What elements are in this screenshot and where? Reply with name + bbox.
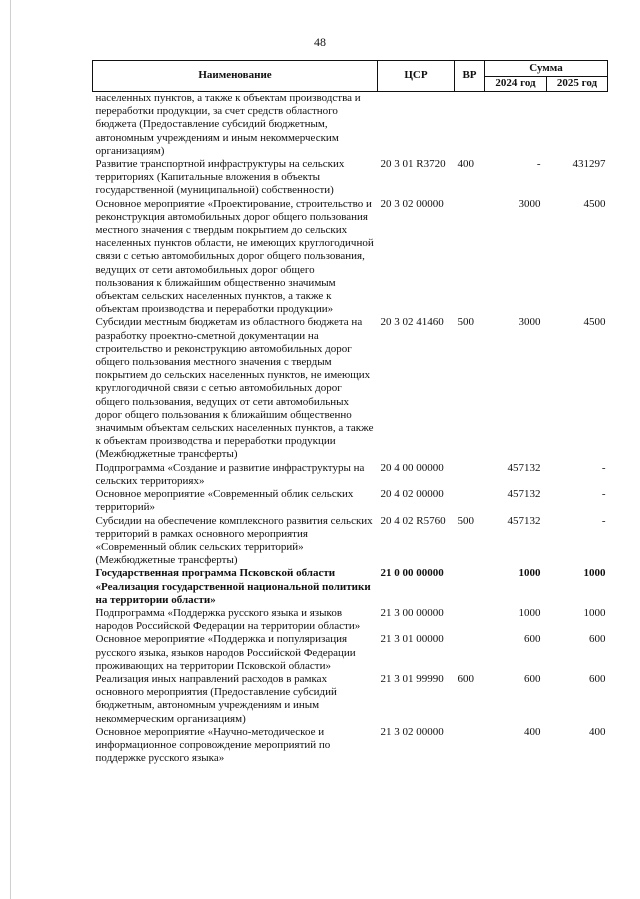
row-vr: 500 [457,316,474,329]
row-vr [455,726,485,766]
row-csr: 20 3 02 00000 [380,197,444,210]
header-csr: ЦСР [378,61,455,92]
table-row [93,726,608,766]
table-row [93,158,608,198]
row-vr: 500 [457,514,474,527]
row-name: Государственная программа Псковской области «Реализация государственной национальной политики на территории области» [95,567,371,606]
row-vr: 600 [457,672,474,685]
row-name: Субсидии на обеспечение комплексного развития сельских территорий в рамках основного мероприятия «Современный облик сельских территорий» (Межбюджетные трансферты) [95,514,373,567]
row-amount-2025: - [601,514,606,527]
row-vr [455,633,485,673]
header-year-2024: 2024 год [485,77,547,92]
row-csr: 21 0 00 00000 [380,567,444,580]
row-csr: 20 4 02 R5760 [380,514,446,527]
row-amount-2025: - [601,488,606,501]
row-name: населенных пунктов, а также к объектам производства и переработки продукции, за счет средств областного бюджета (Предоставление субсидий бюджетным, автономным учреждениям и иным некоммерческим организациям) [95,92,361,157]
table-row [93,92,608,159]
row-amount-2024: - [536,158,541,171]
row-name: Основное мероприятие «Научно-методическое и информационное сопровождение мероприятий по поддержке русского языка» [95,725,331,765]
row-name: Подпрограмма «Поддержка русского языка и языков народов Российской Федерации на территории области» [95,606,361,633]
row-name: Основное мероприятие «Поддержка и популяризация русского языка, языков народов Российской Федерации проживающих на территории Псковской области» [95,633,356,672]
row-amount-2025: 431297 [572,158,606,171]
row-vr [455,462,485,488]
row-amount-2024: 400 [524,725,541,738]
budget-table-container [92,60,607,765]
table-body [93,92,608,766]
row-amount-2025 [547,92,608,159]
row-amount-2025: 600 [589,633,606,646]
row-name: Реализация иных направлений расходов в рамках основного мероприятия (Предоставление субсидий бюджетным, автономным учреждениям и иным некоммерческим организациям) [95,672,337,725]
row-csr: 21 3 01 99990 [380,672,444,685]
row-vr [455,607,485,633]
row-vr [455,567,485,607]
row-amount-2024: 457132 [507,488,541,501]
row-amount-2024: 600 [524,672,541,685]
row-vr: 400 [457,158,474,171]
table-row-program [93,567,608,607]
row-amount-2025: 600 [589,672,606,685]
row-csr: 20 4 00 00000 [380,461,444,474]
row-name: Подпрограмма «Создание и развитие инфраструктуры на сельских территориях» [95,461,365,487]
row-amount-2024 [485,92,547,159]
header-vr: ВР [455,61,485,92]
table-row [93,462,608,488]
row-csr: 21 3 00 00000 [380,606,444,619]
row-csr: 20 4 02 00000 [380,488,444,501]
row-csr: 21 3 01 00000 [380,633,444,646]
scan-edge-line [10,0,11,899]
table-row [93,198,608,317]
table-row [93,316,608,461]
row-amount-2025: 1000 [583,606,606,619]
row-name: Основное мероприятие «Современный облик сельских территорий» [95,488,354,514]
row-amount-2025: 400 [589,725,606,738]
table-row [93,673,608,726]
table-row [93,633,608,673]
table-row [93,488,608,514]
header-name: Наименование [93,61,378,92]
budget-table [92,60,608,765]
row-name: Субсидии местным бюджетам из областного бюджета на разработку проектно-сметной документации на строительство и реконструкцию автомобильных дорог общего пользования местного значения с твердым покрытием до сельских населенных пунктов, не имеющих круглогодичной связи с сетью автомобильных дорог общего пользования, ведущих от сети автомобильных дорог общего пользования к ближайшим общественно значимым объектам сельских населенных пунктов, а также к объектам производства и переработки продукции (Межбюджетные трансферты) [95,316,374,461]
row-amount-2025: 1000 [583,567,606,580]
row-csr [378,92,455,159]
row-amount-2025: - [601,461,606,474]
header-year-2025: 2025 год [547,77,608,92]
row-amount-2025: 4500 [583,316,606,329]
row-amount-2024: 3000 [518,197,541,210]
row-amount-2024: 3000 [518,316,541,329]
row-csr: 20 3 02 41460 [380,316,444,329]
row-amount-2024: 1000 [518,567,541,580]
header-sum: Сумма [485,61,608,77]
table-row [93,607,608,633]
page-number: 48 [314,35,326,49]
row-amount-2025: 4500 [583,197,606,210]
row-name: Развитие транспортной инфраструктуры на сельских территориях (Капитальные вложения в объекты государственной (муниципальной) собственности) [95,158,345,197]
row-name: Основное мероприятие «Проектирование, строительство и реконструкция автомобильных дорог общего пользования местного значения с твердым покрытием до сельских населенных пунктов области, не имеющих круглогодичной связи с сетью автомобильных дорог общего пользования, ведущих от сети автомобильных дорог общего пользования к ближайшим общественно значимым объектам сельских населенных пунктов, а также к объектам производства и переработки продукции» [95,197,374,316]
row-amount-2024: 457132 [507,461,541,474]
row-vr [455,488,485,514]
row-vr [455,198,485,317]
row-amount-2024: 600 [524,633,541,646]
row-csr: 21 3 02 00000 [380,725,444,738]
row-amount-2024: 457132 [507,514,541,527]
table-row [93,515,608,568]
row-amount-2024: 1000 [518,606,541,619]
row-csr: 20 3 01 R3720 [380,158,446,171]
row-vr [455,92,485,159]
